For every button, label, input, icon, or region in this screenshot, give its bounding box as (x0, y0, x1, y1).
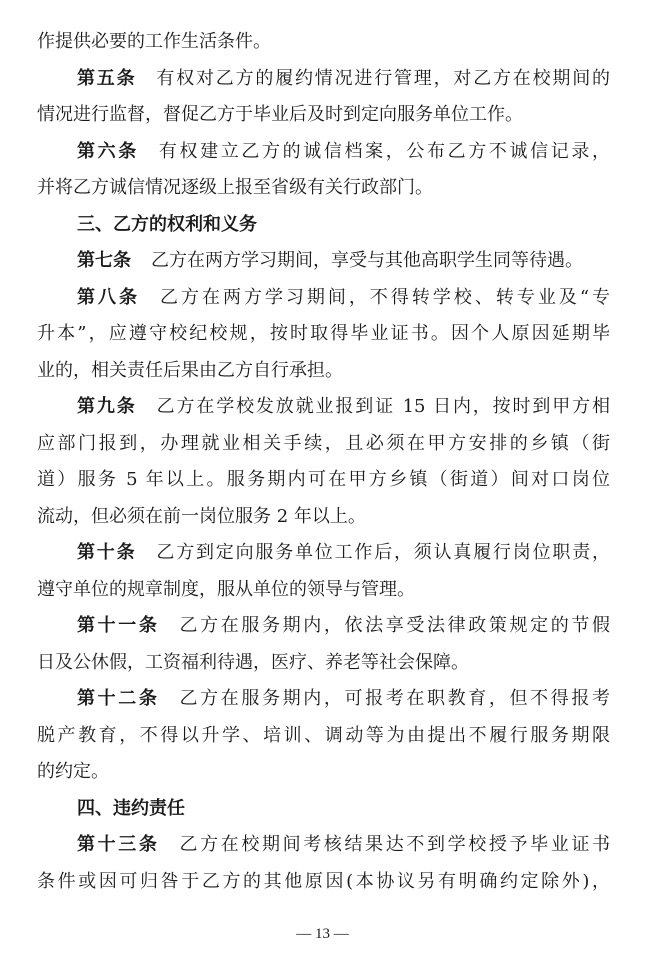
article-13 (37, 827, 610, 864)
article-6-line (37, 170, 610, 207)
text: 乙方在两方学习期间，享受与其他高职学生同等待遇。 (151, 250, 583, 271)
article-5 (37, 61, 610, 98)
article-9 (37, 389, 610, 426)
article-10 (37, 535, 610, 572)
text: 升本”，应遵守校纪校规，按时取得毕业证书。因个人原因延期毕 (37, 323, 610, 344)
text: 应部门报到，办理就业相关手续，且必须在甲方安排的乡镇（街 (37, 432, 610, 454)
section-heading-4: 四、违约责任 (77, 797, 185, 819)
page-number: — 13 — (296, 926, 349, 942)
article-12-line (37, 754, 610, 791)
article-11-line (37, 645, 610, 682)
section-heading-3: 三、乙方的权利和义务 (77, 213, 257, 235)
article-10-line (37, 572, 610, 609)
paragraph-continuation (37, 24, 610, 61)
text: 乙方到定向服务单位工作后，须认真履行岗位职责， (156, 542, 611, 563)
article-label: 第九条 (77, 396, 137, 417)
article-11 (37, 608, 610, 645)
article-7 (37, 243, 610, 280)
article-13-line (37, 864, 610, 901)
text: 日及公休假，工资福利待遇，医疗、养老等社会保障。 (37, 651, 469, 673)
text: 情况进行监督，督促乙方于毕业后及时到定向服务单位工作。 (37, 104, 523, 125)
article-5-line (37, 97, 610, 134)
article-9-line (37, 426, 610, 463)
article-label: 第十二条 (77, 688, 160, 709)
text: 流动，但必须在前一岗位服务 2 年以上。 (37, 505, 366, 527)
article-12 (37, 681, 610, 718)
article-label: 第七条 (77, 250, 131, 271)
text: 条件或因可归咎于乙方的其他原因(本协议另有明确约定除外)， (37, 870, 610, 892)
article-9-line (37, 462, 610, 499)
article-9-line (37, 499, 610, 536)
text: 并将乙方诚信情况逐级上报至省级有关行政部门。 (37, 177, 433, 198)
article-12-line (37, 718, 610, 755)
text: 业的，相关责任后果由乙方自行承担。 (37, 359, 343, 381)
document-body (37, 24, 610, 900)
text: 有权对乙方的履约情况进行管理，对乙方在校期间的 (156, 67, 611, 89)
article-8-line (37, 353, 610, 390)
text: 遵守单位的规章制度，服从单位的领导与管理。 (37, 578, 415, 600)
text: 道）服务 5 年以上。服务期内可在甲方乡镇（街道）间对口岗位 (37, 469, 610, 490)
text: 脱产教育，不得以升学、培训、调动等为由提出不履行服务期限 (37, 724, 610, 746)
article-label: 第六条 (77, 140, 139, 162)
article-label: 第八条 (77, 286, 140, 308)
article-label: 第十一条 (77, 615, 160, 636)
text: 作提供必要的工作生活条件。 (37, 31, 271, 52)
article-8-line (37, 316, 610, 353)
text: 乙方在两方学习期间，不得转学校、转专业及“专 (159, 286, 611, 308)
article-label: 第五条 (77, 67, 137, 89)
text: 乙方在学校发放就业报到证 15 日内，按时到甲方相 (156, 396, 610, 417)
text: 乙方在校期间考核结果达不到学校授予毕业证书 (179, 834, 610, 855)
article-label: 第十三条 (77, 834, 160, 855)
article-label: 第十条 (77, 542, 137, 563)
article-6 (37, 134, 610, 171)
article-8 (37, 280, 610, 317)
text: 的约定。 (37, 761, 109, 782)
text: 乙方在服务期内，可报考在职教育，但不得报考 (179, 688, 610, 709)
text: 乙方在服务期内，依法享受法律政策规定的节假 (179, 615, 610, 636)
text: 有权建立乙方的诚信档案，公布乙方不诚信记录， (158, 140, 610, 162)
